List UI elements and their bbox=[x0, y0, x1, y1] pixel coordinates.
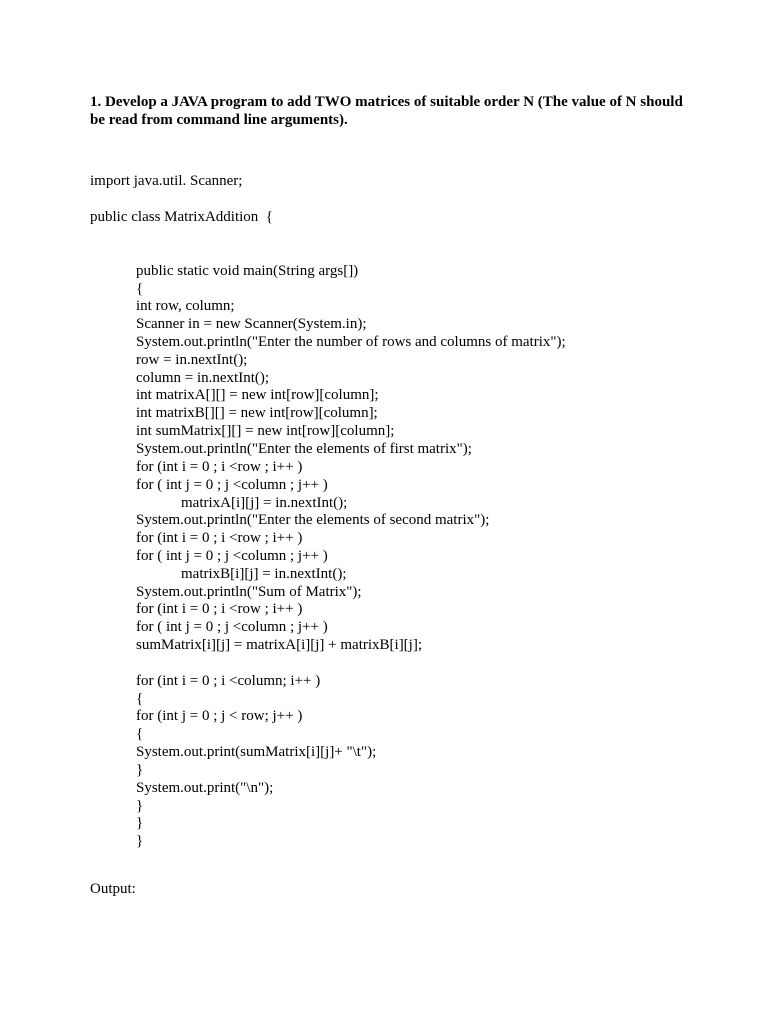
code-line: Scanner in = new Scanner(System.in); bbox=[136, 316, 367, 332]
code-line: matrixB[i][j] = in.nextInt(); bbox=[181, 566, 347, 582]
code-line: for (int i = 0 ; i <column; i++ ) bbox=[136, 673, 321, 689]
code-line: int matrixB[][] = new int[row][column]; bbox=[136, 405, 378, 421]
code-line: System.out.print(sumMatrix[i][j]+ "\t"); bbox=[136, 744, 377, 760]
code-line-import: import java.util. Scanner; bbox=[90, 173, 243, 189]
code-line: System.out.println("Enter the elements of first matrix"); bbox=[136, 441, 472, 457]
code-line: } bbox=[136, 815, 144, 831]
code-line: for (int i = 0 ; i <row ; i++ ) bbox=[136, 459, 303, 475]
code-line: row = in.nextInt(); bbox=[136, 352, 248, 368]
code-line: } bbox=[136, 833, 144, 849]
code-line: column = in.nextInt(); bbox=[136, 370, 270, 386]
code-line: } bbox=[136, 762, 144, 778]
code-line: matrixA[i][j] = in.nextInt(); bbox=[181, 495, 348, 511]
code-line: for (int i = 0 ; i <row ; i++ ) bbox=[136, 530, 303, 546]
code-line: int matrixA[][] = new int[row][column]; bbox=[136, 387, 379, 403]
code-line: sumMatrix[i][j] = matrixA[i][j] + matrixB[i][j]; bbox=[136, 637, 423, 653]
code-line: for (int i = 0 ; i <row ; i++ ) bbox=[136, 601, 303, 617]
code-line: { bbox=[136, 281, 144, 297]
code-line: for ( int j = 0 ; j <column ; j++ ) bbox=[136, 619, 328, 635]
output-label: Output: bbox=[90, 881, 136, 897]
code-line: int sumMatrix[][] = new int[row][column]; bbox=[136, 423, 395, 439]
code-line: System.out.println("Sum of Matrix"); bbox=[136, 584, 362, 600]
code-line: { bbox=[136, 691, 144, 707]
code-line: System.out.println("Enter the number of rows and columns of matrix"); bbox=[136, 334, 566, 350]
code-line: } bbox=[136, 798, 144, 814]
question-heading: 1. Develop a JAVA program to add TWO matrices of suitable order N (The value of N should be read from command line arguments). bbox=[90, 94, 683, 128]
code-line: for (int j = 0 ; j < row; j++ ) bbox=[136, 708, 303, 724]
code-line: public static void main(String args[]) bbox=[136, 263, 359, 279]
code-line: for ( int j = 0 ; j <column ; j++ ) bbox=[136, 477, 328, 493]
code-line: for ( int j = 0 ; j <column ; j++ ) bbox=[136, 548, 328, 564]
code-line: { bbox=[136, 726, 144, 742]
code-line: System.out.print("\n"); bbox=[136, 780, 274, 796]
code-line-class-declaration: public class MatrixAddition { bbox=[90, 209, 274, 225]
code-line: System.out.println("Enter the elements of second matrix"); bbox=[136, 512, 490, 528]
code-line: int row, column; bbox=[136, 298, 235, 314]
